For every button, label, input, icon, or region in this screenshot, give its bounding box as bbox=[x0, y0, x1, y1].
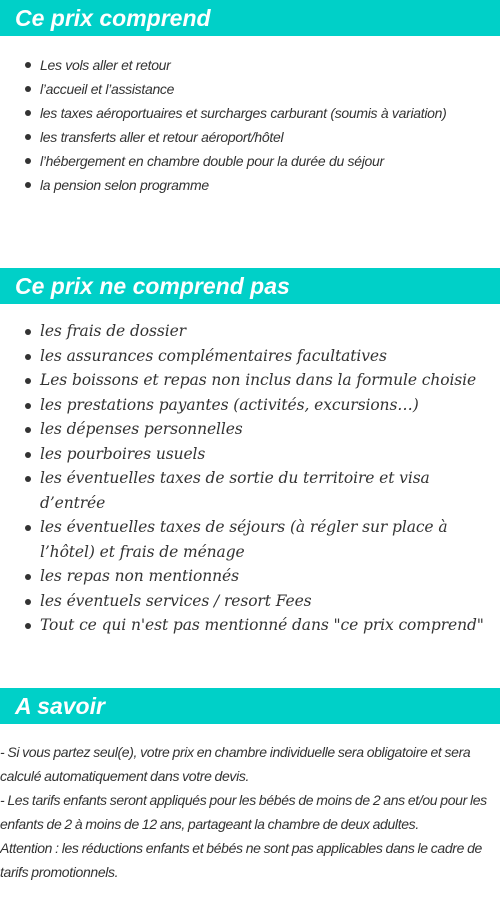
list-item: la pension selon programme bbox=[40, 173, 500, 197]
list-item: les prestations payantes (activités, excursions…) bbox=[40, 393, 494, 418]
list-item: Les boissons et repas non inclus dans la formule choisie bbox=[40, 368, 494, 393]
list-item: les transferts aller et retour aéroport/hôtel bbox=[40, 125, 500, 149]
list-item: les taxes aéroportuaires et surcharges carburant (soumis à variation) bbox=[40, 101, 500, 125]
list-item: les pourboires usuels bbox=[40, 442, 494, 467]
not-included-list bbox=[0, 319, 500, 638]
info-text bbox=[0, 740, 500, 884]
section-a-savoir bbox=[0, 688, 500, 884]
info-paragraph: - Les tarifs enfants seront appliqués pour les bébés de moins de 2 ans et/ou pour les enfants de 2 à moins de 12 ans, partageant la chambre de deux adultes. bbox=[0, 791, 487, 832]
list-item: l’hébergement en chambre double pour la durée du séjour bbox=[40, 149, 500, 173]
info-paragraph: Attention : les réductions enfants et bébés ne sont pas applicables dans le cadre de tarifs promotionnels. bbox=[0, 839, 482, 880]
list-item: Les vols aller et retour bbox=[40, 53, 500, 77]
included-list bbox=[0, 53, 500, 197]
list-item: les éventuelles taxes de séjours (à régler sur place à l’hôtel) et frais de ménage bbox=[40, 515, 494, 564]
list-item: les éventuelles taxes de sortie du territoire et visa d’entrée bbox=[40, 466, 494, 515]
list-item: les frais de dossier bbox=[40, 319, 494, 344]
list-item: les dépenses personnelles bbox=[40, 417, 494, 442]
info-paragraph: - Si vous partez seul(e), votre prix en chambre individuelle sera obligatoire et sera calculé automatiquement dans votre devis. bbox=[0, 743, 471, 784]
section-included bbox=[0, 0, 500, 197]
list-item: les repas non mentionnés bbox=[40, 564, 494, 589]
section-header-not-included: Ce prix ne comprend pas bbox=[0, 268, 500, 304]
list-item: les assurances complémentaires facultatives bbox=[40, 344, 494, 369]
list-item: les éventuels services / resort Fees bbox=[40, 589, 494, 614]
list-item: l’accueil et l’assistance bbox=[40, 77, 500, 101]
list-item: Tout ce qui n'est pas mentionné dans "ce prix comprend" bbox=[40, 613, 494, 638]
section-header-a-savoir: A savoir bbox=[0, 688, 500, 724]
section-header-included: Ce prix comprend bbox=[0, 0, 500, 36]
section-not-included bbox=[0, 268, 500, 638]
